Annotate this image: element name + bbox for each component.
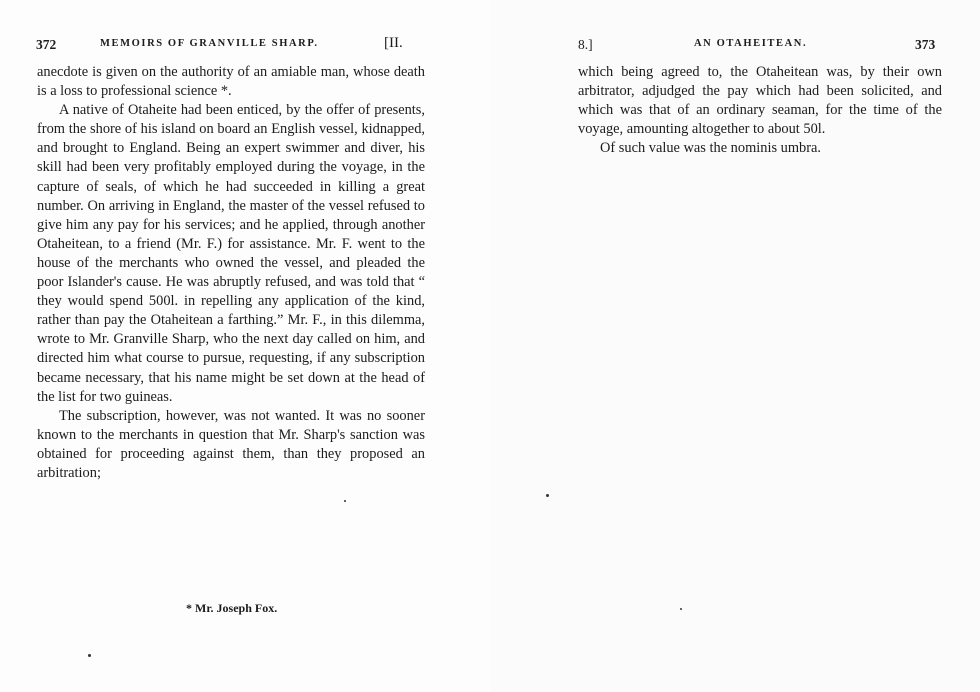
page-number: 372 [36,37,57,52]
page-number: 373 [915,37,936,52]
ink-speck [344,500,346,502]
chapter-marker: 8.] [578,37,593,52]
ink-speck [88,654,91,657]
paragraph: anecdote is given on the authority of an amiable man, whose death is a loss to professional science *. [37,64,425,100]
ink-speck [680,608,682,610]
left-page-header [36,37,416,57]
footnote: * Mr. Joseph Fox. [186,601,278,615]
right-page-header [578,37,958,57]
paragraph: which being agreed to, the Otaheitean was, by their own arbitrator, adjudged the pay which had been solicited, and which was that of an ordinary seaman, for the time of the voyage, amounting altogether to about 50l. [578,64,942,138]
ink-speck [546,494,549,497]
paragraph: The subscription, however, was not wanted. It was no sooner known to the merchants in question that Mr. Sharp's sanction was obtained for proceeding against them, than they proposed an arbitration; [37,407,425,481]
right-page [490,0,980,692]
chapter-marker: [II. [384,35,403,51]
right-page-body [578,63,942,158]
paragraph: A native of Otaheite had been enticed, by the offer of presents, from the shore of his island on board an English vessel, kidnapped, and brought to England. Being an expert swimmer and diver, his skill had been very profitably employed during the voyage, in the capture of seals, of which he had succeeded in killing a great number. On arriving in England, the master of the vessel refused to give him any pay for his services; and he applied, through another Otaheitean, to a friend (Mr. F.) for assistance. Mr. F. went to the house of the merchants who owned the vessel, and pleaded the poor Islander's cause. He was abruptly refused, and was told that “ they would spend 500l. in repelling any application of the kind, rather than pay the Otaheitean a farthing.” Mr. F., in this dilemma, wrote to Mr. Granville Sharp, who the next day called on him, and directed him what course to pursue, requesting, if any subscription became necessary, that his name might be set down at the head of the list for two guineas. [37,102,425,405]
running-title: AN OTAHEITEAN. [694,38,808,49]
running-title: MEMOIRS OF GRANVILLE SHARP. [100,38,319,49]
paragraph: Of such value was the nominis umbra. [600,140,822,157]
left-page-body [37,63,425,483]
